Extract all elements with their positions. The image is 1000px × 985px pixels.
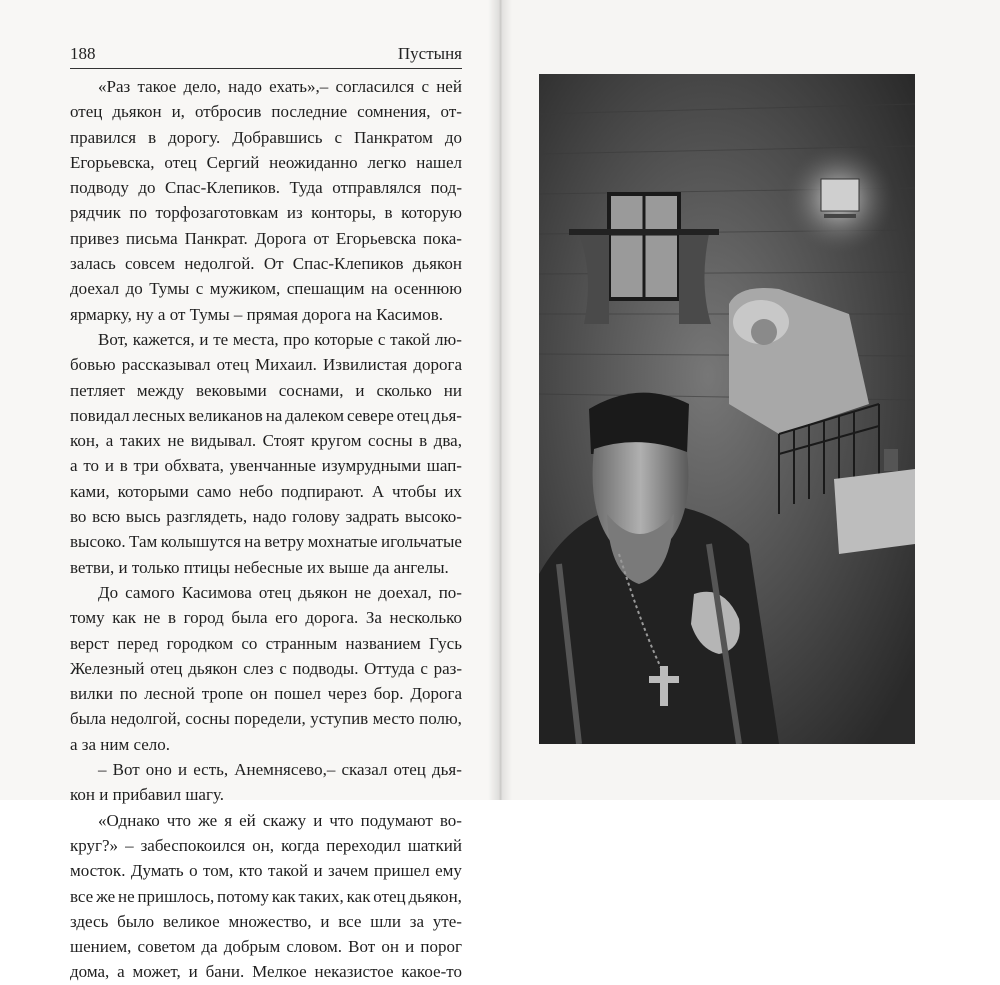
text-line: во всю высь разглядеть, надо голову задрать высоко- bbox=[70, 507, 462, 527]
text-line: До самого Касимова отец дьякон не доехал, по- bbox=[98, 582, 462, 602]
body-text bbox=[70, 74, 462, 985]
text-line: шением, советом да добрым словом. Вот он и порог bbox=[70, 937, 462, 957]
text-line: бовью рассказывал отец Михаил. Извилистая дорога bbox=[70, 355, 462, 375]
text-line: вилки по лесной тропе он пошел через бор. Дорога bbox=[70, 684, 462, 704]
text-line: Вот, кажется, и те места, про которые с такой лю- bbox=[98, 329, 462, 349]
text-line: подводу до Спас-Клепиков. Туда отправлялся под- bbox=[70, 178, 462, 198]
text-line: правился в дорогу. Добравшись с Панкратом до bbox=[70, 127, 462, 147]
text-line: тому как не в город была его дорога. За несколько bbox=[70, 608, 462, 628]
text-line: – Вот оно и есть, Анемнясево,– сказал отец дья- bbox=[98, 760, 462, 780]
page-header bbox=[70, 42, 462, 69]
text-line: «Раз такое дело, надо ехать»,– согласился с ней bbox=[98, 77, 462, 96]
jar bbox=[884, 449, 898, 471]
text-line: кон и прибавил шагу. bbox=[70, 785, 224, 805]
sick-woman-head bbox=[751, 319, 777, 345]
text-line: привез письма Панкрат. Дорога от Егорьевска пока- bbox=[70, 228, 462, 248]
text-line: Железный отец дьякон слез с подводы. Оттуда с раз- bbox=[70, 658, 462, 678]
text-line: кон, а таких не видывал. Стоят кругом сосны в два, bbox=[70, 431, 462, 451]
text-line: высоко. Там колышутся на ветру мохнатые игольчатые bbox=[70, 532, 462, 552]
text-line: круг?» – забеспокоился он, когда переходил шаткий bbox=[70, 835, 462, 855]
text-line: ками, которыми само небо подпирают. А чтобы их bbox=[70, 481, 462, 501]
icon-frame bbox=[821, 179, 859, 211]
text-line: «Однако что же я ей скажу и что подумают во- bbox=[98, 810, 462, 830]
icon-shelf bbox=[824, 214, 856, 218]
text-line: отец дьякон и, отбросив последние сомнения, от- bbox=[70, 102, 462, 122]
text-line: дома, а может, и бани. Мелкое неказистое какое-то bbox=[70, 962, 462, 982]
text-line: а за ним село. bbox=[70, 734, 171, 754]
text-line: Егорьевска, отец Сергий неожиданно легко нашел bbox=[70, 152, 462, 172]
book-gutter bbox=[488, 0, 512, 800]
text-line: залась совсем недолгой. От Спас-Клепиков дьякон bbox=[70, 254, 462, 274]
illustration-priest-in-room bbox=[539, 74, 915, 744]
text-line: а то и в три обхвата, увенчанные изумрудными шап- bbox=[70, 456, 462, 476]
text-line: доехал до Тумы с мужиком, спешащим на осеннюю bbox=[70, 279, 462, 299]
text-line: ярмарку, ну а от Тумы – прямая дорога на Касимов. bbox=[70, 304, 443, 324]
text-line: рядчик по торфозаготовкам из конторы, в которую bbox=[70, 203, 462, 223]
text-line: мосток. Думать о том, кто такой и зачем пришел ему bbox=[70, 861, 462, 881]
left-page bbox=[0, 0, 500, 982]
text-line: петляет между вековыми соснами, и сколько ни bbox=[70, 380, 462, 400]
text-line: была недолгой, сосны поредели, уступив место полю, bbox=[70, 709, 462, 729]
page-number: 188 bbox=[70, 44, 96, 63]
table-cloth bbox=[834, 469, 915, 554]
text-line: здесь было великое множество, и все шли за уте- bbox=[70, 911, 462, 931]
text-line: повидал лесных великанов на далеком севере отец дья- bbox=[70, 405, 462, 425]
text-line: все же не пришлось, потому как таких, как отец дьякон, bbox=[70, 886, 462, 906]
running-title: Пустыня bbox=[397, 44, 462, 63]
text-line: верст перед городком со странным названием Гусь bbox=[70, 633, 462, 653]
text-line: ветви, и только птицы небесные их выше да ангелы. bbox=[70, 557, 449, 577]
